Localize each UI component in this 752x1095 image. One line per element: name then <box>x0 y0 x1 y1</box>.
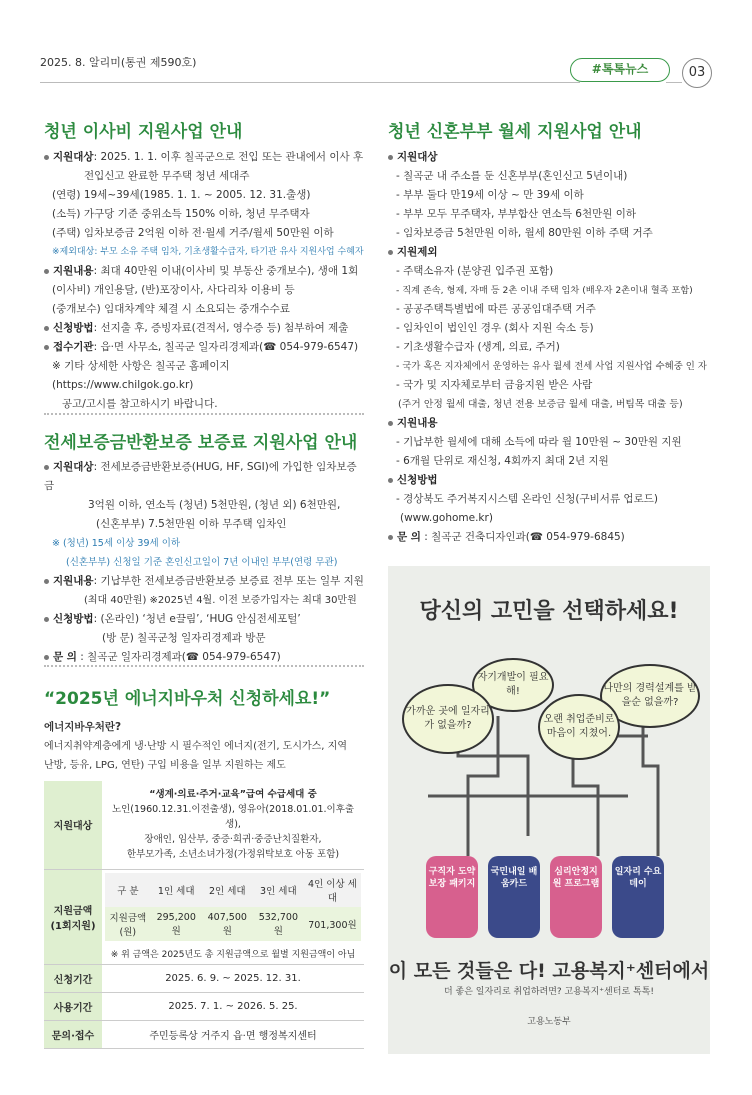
text: : (온라인) ‘청년 e끌림’, ‘HUG 안심전세포털’ <box>93 613 301 625</box>
label: 지원내용 <box>397 417 438 429</box>
label: 문 의 <box>397 531 421 543</box>
energy-desc <box>44 718 364 775</box>
text: 난방, 등유, LPG, 연탄) 구입 비용을 일부 지원하는 제도 <box>44 760 286 771</box>
table-row <box>44 781 364 869</box>
newlywed-title: 청년 신혼부부 월세 지원사업 안내 <box>388 122 642 142</box>
issue-label: 2025. 8. 알리미(통권 제590호) <box>40 56 197 69</box>
label: 신청방법 <box>53 322 94 334</box>
moving-title: 청년 이사비 지원사업 안내 <box>44 122 243 142</box>
row-header: 문의·접수 <box>44 1020 102 1048</box>
text: 공고/고시를 참고하시기 바랍니다. <box>62 398 218 410</box>
label: 접수기관 <box>53 341 94 353</box>
table-cell: 지원금액(원) <box>109 913 147 938</box>
label: 문 의 <box>53 651 77 663</box>
bullet <box>44 579 49 584</box>
table-cell: 701,300원 <box>308 920 357 931</box>
text: 에너지취약계층에게 냉·난방 시 필수적인 에너지(전기, 도시가스, 지역 <box>44 741 347 752</box>
table-row <box>44 1020 364 1048</box>
bullet <box>44 345 49 350</box>
text: (연령) 19세~39세(1985. 1. 1. ~ 2005. 12. 31.출생) <box>52 189 311 201</box>
section-badge: #톡톡뉴스 <box>570 58 670 82</box>
text: ※ 기타 상세한 사항은 칠곡군 홈페이지(https://www.chilgok.go.kr) <box>52 360 230 391</box>
list-item: - 부부 모두 무주택자, 부부합산 연소득 6천만원 이하 <box>396 208 637 220</box>
text: 3억원 이하, 연소득 (청년) 5천만원, (청년 외) 6천만원, <box>88 499 341 511</box>
subtable-header-row <box>105 873 361 907</box>
label: 지원내용 <box>53 265 94 277</box>
label: 지원제외 <box>397 246 438 258</box>
bullet <box>44 655 49 660</box>
list-item: (www.gohome.kr) <box>400 512 493 524</box>
text: 전입신고 완료한 무주택 청년 세대주 <box>84 170 250 182</box>
table-cell: 2025. 7. 1. ~ 2026. 5. 25. <box>102 992 364 1020</box>
moving-body <box>44 148 364 414</box>
text: (최대 40만원) ※2025년 4월. 이전 보증가입자는 최대 30만원 <box>84 595 357 606</box>
text: “생계·의료·주거·교육”급여 수급세대 중 <box>149 789 317 801</box>
list-item: - 공공주택특별법에 따른 공공임대주택 거주 <box>396 303 596 315</box>
list-item: - 직계 존속, 형제, 자매 등 2촌 이내 주택 임차 (배우자 2촌이내 혈족 포함) <box>396 285 693 296</box>
subtable-row <box>105 907 361 941</box>
label: 지원내용 <box>53 575 94 587</box>
table-row <box>44 964 364 992</box>
bullet <box>44 269 49 274</box>
program-card: 구직자 도약보장 패키지 <box>426 856 478 938</box>
list-item: - 칠곡군 내 주소를 둔 신혼부부(혼인신고 5년이내) <box>396 170 628 182</box>
program-card: 국민내일 배움카드 <box>488 856 540 938</box>
list-item: - 임차인이 법인인 경우 (회사 지원 숙소 등) <box>396 322 594 334</box>
bullet <box>388 250 393 255</box>
table-cell: 407,500원 <box>207 911 247 937</box>
bullet <box>44 326 49 331</box>
text: (중개보수) 임대차계약 체결 시 소요되는 중개수수료 <box>52 303 290 315</box>
energy-question: 에너지바우처란? <box>44 721 122 733</box>
label: 지원대상 <box>397 151 438 163</box>
list-item: - 경상북도 주거복지시스템 온라인 신청(구비서류 업로드) <box>396 493 658 505</box>
bullet <box>388 535 393 540</box>
text: (신혼부부) 7.5천만원 이하 무주택 임차인 <box>96 518 287 530</box>
row-header: 사용기간 <box>44 992 102 1020</box>
text: (이사비) 개인용달, (반)포장이사, 사다리차 이용비 등 <box>52 284 295 296</box>
section-divider <box>44 413 364 415</box>
label: 신청방법 <box>397 474 438 486</box>
exclusion-note: ※제외대상: 부모 소유 주택 임차, 기초생활수급자, 타기관 유사 지원사업 수혜자 <box>52 247 364 257</box>
text: 노인(1960.12.31.이전출생), 영유아(2018.01.01.이후출생), <box>111 804 355 831</box>
newlywed-body <box>388 148 718 547</box>
speech-bubble: 오랜 취업준비로 마음이 지쳤어. <box>538 694 620 760</box>
amount-note: ※ 위 금액은 2025년도 총 지원금액으로 월별 지원금액이 아님 <box>110 950 356 960</box>
bullet <box>44 155 49 160</box>
header-divider <box>40 82 580 83</box>
list-item: - 6개월 단위로 재신청, 4회까지 최대 2년 지원 <box>396 455 609 467</box>
text: : 칠곡군 건축디자인과(☎ 054-979-6845) <box>420 531 625 543</box>
list-item: - 기납부한 월세에 대해 소득에 따라 월 10만원 ~ 30만원 지원 <box>396 436 682 448</box>
speech-bubble: 가까운 곳에 일자리가 없을까? <box>402 684 494 754</box>
text: 한부모가족, 소년소녀가정(가정위탁보호 아동 포함) <box>126 849 340 861</box>
table-cell: 532,700원 <box>258 911 298 937</box>
col-header: 3인 세대 <box>253 873 304 907</box>
bullet <box>388 421 393 426</box>
poster-title: 당신의 고민을 선택하세요! <box>419 599 679 624</box>
text: : 기납부한 전세보증금반환보증 보증료 전부 또는 일부 지원 <box>93 575 364 587</box>
row-header <box>44 869 102 964</box>
label: 신청방법 <box>53 613 94 625</box>
list-item: - 부부 둘다 만19세 이상 ~ 만 39세 이하 <box>396 189 584 201</box>
table-cell: 2025. 6. 9. ~ 2025. 12. 31. <box>102 964 364 992</box>
text: : 선지출 후, 증빙자료(견적서, 영수증 등) 첨부하여 제출 <box>93 322 349 334</box>
text: (1회지원) <box>50 920 96 932</box>
energy-title: “2025년 에너지바우처 신청하세요!” <box>44 689 331 709</box>
table-cell <box>102 869 364 964</box>
list-item: - 임차보증금 5천만원 이하, 월세 80만원 이하 주택 거주 <box>396 227 653 239</box>
header-divider-2 <box>666 82 682 83</box>
table-cell: 주민등록상 거주지 읍·면 행정복지센터 <box>102 1020 364 1048</box>
text: : 최대 40만원 이내(이사비 및 부동산 중개보수), 생애 1회 <box>93 265 359 277</box>
text: (방 문) 칠곡군청 일자리경제과 방문 <box>102 632 266 644</box>
text: (주택) 임차보증금 2억원 이하 전·월세 거주/월세 50만원 이하 <box>52 227 334 239</box>
table-row <box>44 869 364 964</box>
list-item: - 국가 혹은 지자체에서 운영하는 유사 월세 전세 사업 지원사업 수혜중 인 자 <box>396 361 707 372</box>
poster-subtext: 더 좋은 일자리로 취업하려면? 고용복지⁺센터로 톡톡! <box>443 987 654 997</box>
list-item: - 주택소유자 (분양권 입주권 포함) <box>396 265 554 277</box>
deposit-body <box>44 458 364 667</box>
table-row <box>44 992 364 1020</box>
text: : 읍·면 사무소, 칠곡군 일자리경제과(☎ 054-979-6547) <box>93 341 359 353</box>
list-item: (주거 안정 월세 대출, 청년 전용 보증금 월세 대출, 버팀목 대출 등) <box>398 399 683 410</box>
col-header: 2인 세대 <box>202 873 253 907</box>
speech-bubble: 나만의 경력설계를 받을순 없을까? <box>600 664 700 728</box>
table-cell: 295,200원 <box>156 911 196 937</box>
text: (소득) 가구당 기준 중위소득 150% 이하, 청년 무주택자 <box>52 208 310 220</box>
label: 지원대상 <box>53 151 94 163</box>
table-cell <box>102 781 364 869</box>
ministry-logo: 고용노동부 <box>527 1017 571 1027</box>
energy-table <box>44 781 364 1049</box>
newlywed-note: (신혼부부) 신청일 기준 혼인신고일이 7년 이내인 부부(연령 무관) <box>66 557 338 568</box>
row-header: 신청기간 <box>44 964 102 992</box>
deposit-title: 전세보증금반환보증 보증료 지원사업 안내 <box>44 433 358 453</box>
employment-center-poster <box>388 566 710 1054</box>
section-divider <box>44 665 364 667</box>
bullet <box>44 465 49 470</box>
text: : 칠곡군 일자리경제과(☎ 054-979-6547) <box>76 651 281 663</box>
text: : 전세보증금반환보증(HUG, HF, SGI)에 가입한 임차보증금 <box>44 461 357 492</box>
col-header: 1인 세대 <box>151 873 202 907</box>
bullet <box>388 478 393 483</box>
speech-bubble: 자기개발이 필요해! <box>472 658 554 712</box>
page-number: 03 <box>682 58 712 88</box>
label: 지원대상 <box>53 461 94 473</box>
text: : 2025. 1. 1. 이후 칠곡군으로 전입 또는 관내에서 이사 후 <box>93 151 364 163</box>
text: 장애인, 임산부, 중증·희귀·중증난치질환자, <box>144 834 322 846</box>
program-card: 심리안정지원 프로그램 <box>550 856 602 938</box>
bullet <box>44 617 49 622</box>
program-card: 일자리 수요데이 <box>612 856 664 938</box>
amount-subtable <box>105 873 361 941</box>
age-note: ※ (청년) 15세 이상 39세 이하 <box>52 538 181 549</box>
poster-slogan: 이 모든 것들은 다! 고용복지⁺센터에서 <box>388 960 710 982</box>
col-header: 4인 이상 세대 <box>304 873 361 907</box>
row-header: 지원대상 <box>44 781 102 869</box>
col-header: 구 분 <box>105 873 151 907</box>
bullet <box>388 155 393 160</box>
text: 지원금액 <box>53 905 93 917</box>
list-item: - 국가 및 지자체로부터 금융지원 받은 사람 <box>396 379 593 391</box>
list-item: - 기초생활수급자 (생계, 의료, 주거) <box>396 341 560 353</box>
